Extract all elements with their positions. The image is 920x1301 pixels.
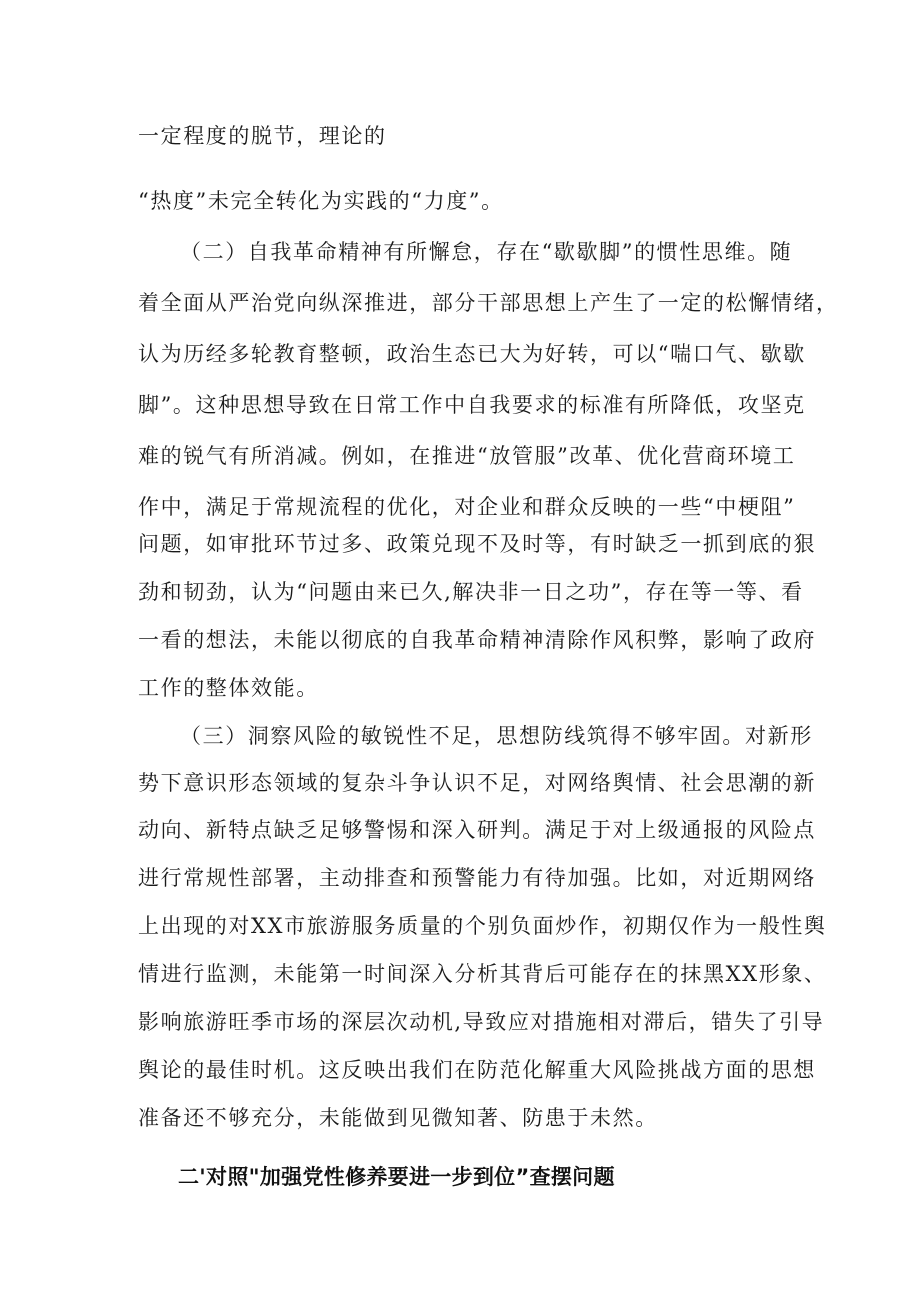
text-line-18: 情进行监测，未能第一时间深入分析其背后可能存在的抹黑XX形象、 [138, 962, 827, 986]
text-line-12: 工作的整体效能。 [138, 676, 319, 700]
text-line-8: 作中，满足于常规流程的优化，对企业和群众反映的一些“中梗阻” [138, 495, 796, 519]
section-2-first-line: （二）自我革命精神有所懈怠，存在“歇歇脚”的惯性思维。随 [180, 240, 793, 264]
text-line-9: 问题，如审批环节过多、政策兑现不及时等，有时缺乏一抓到底的狠 [138, 532, 816, 556]
text-line-7: 难的锐气有所消减。例如，在推进“放管服”改革、优化营商环境工 [138, 444, 796, 468]
section-heading: 二'对照"加强党性修养要进一步到位”查摆问题 [178, 1165, 615, 1189]
text-line-20: 舆论的最佳时机。这反映出我们在防范化解重大风险挑战方面的思想 [138, 1058, 816, 1082]
text-line-11: 一看的想法，未能以彻底的自我革命精神清除作风积弊，影响了政府 [138, 628, 816, 652]
text-line-4: 着全面从严治党向纵深推进，部分干部思想上产生了一定的松懈情绪， [138, 291, 839, 315]
text-line-2: “热度”未完全转化为实践的“力度”。 [138, 189, 504, 213]
text-line-21: 准备还不够充分，未能做到见微知著、防患于未然。 [138, 1106, 658, 1130]
section-3-first-line: （三）洞察风险的敏锐性不足，思想防线筑得不够牢固。对新形 [180, 724, 813, 748]
text-line-6: 脚”。这种思想导致在日常工作中自我要求的标准有所降低，攻坚克 [138, 393, 806, 417]
text-line-14: 势下意识形态领域的复杂斗争认识不足，对网络舆情、社会思潮的新 [138, 771, 816, 795]
text-line-1: 一定程度的脱节，理论的 [138, 124, 387, 148]
text-line-19: 影响旅游旺季市场的深层次动机,导致应对措施相对滞后，错失了引导 [138, 1010, 825, 1034]
text-line-15: 动向、新特点缺乏足够警惕和深入研判。满足于对上级通报的风险点 [138, 818, 816, 842]
text-line-16: 进行常规性部署，主动排查和预警能力有待加强。比如，对近期网络 [138, 866, 816, 890]
text-line-17: 上出现的对XX市旅游服务质量的个别负面炒作，初期仅作为一般性舆 [138, 914, 827, 938]
text-line-10: 劲和韧劲，认为“问题由来已久,解决非一日之功”，存在等一等、看 [138, 580, 804, 604]
text-line-5: 认为历经多轮教育整顿，政治生态已大为好转，可以“喘口气、歇歇 [138, 342, 806, 366]
